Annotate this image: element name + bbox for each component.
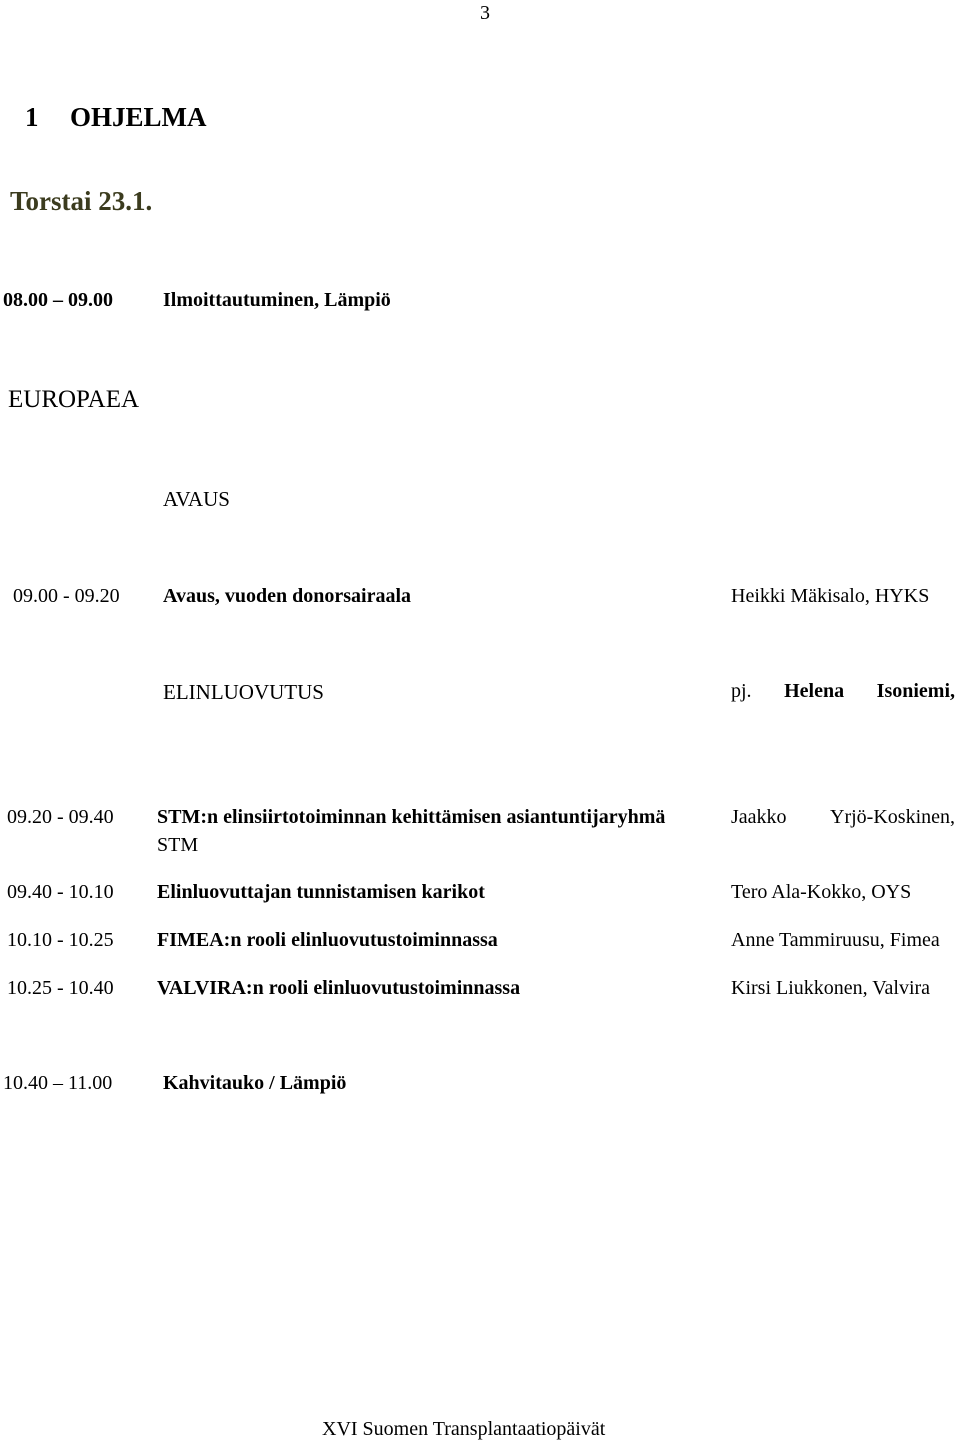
donation-session-label: ELINLUOVUTUS <box>163 680 324 704</box>
coffee-break-time: 10.40 – 11.00 <box>3 1072 113 1094</box>
registration-title: Ilmoittautuminen, Lämpiö <box>163 289 391 311</box>
program-item-time: 10.10 - 10.25 <box>7 929 114 951</box>
program-item-title-continuation: STM <box>157 834 199 856</box>
chapter-number: 1 <box>25 102 39 132</box>
chapter-heading <box>25 102 207 133</box>
opening-speaker: Heikki Mäkisalo, HYKS <box>731 585 930 607</box>
program-item-title: VALVIRA:n rooli elinluovutustoiminnassa <box>157 977 521 999</box>
program-item-time: 09.20 - 09.40 <box>7 806 114 828</box>
opening-title: Avaus, vuoden donorsairaala <box>163 585 412 607</box>
program-item-title: FIMEA:n rooli elinluovutustoiminnassa <box>157 929 498 951</box>
program-item-time: 09.40 - 10.10 <box>7 881 114 903</box>
hall-heading: EUROPAEA <box>8 386 140 413</box>
program-item-speaker: Anne Tammiruusu, Fimea <box>731 929 940 951</box>
page-footer: XVI Suomen Transplantaatiopäivät <box>322 1418 606 1440</box>
page-number: 3 <box>480 2 490 24</box>
chair-first-name: Helena <box>784 680 845 702</box>
program-item-speaker: Kirsi Liukkonen, Valvira <box>731 977 931 999</box>
program-item-speaker: Tero Ala-Kokko, OYS <box>731 881 912 903</box>
speaker-last-name: Yrjö-Koskinen, <box>830 806 955 828</box>
opening-session-label: AVAUS <box>163 487 230 511</box>
chair-prefix: pj. <box>731 680 752 702</box>
chair-last-name: Isoniemi, <box>876 680 955 702</box>
coffee-break-title: Kahvitauko / Lämpiö <box>163 1072 347 1094</box>
session-chair <box>731 680 955 703</box>
speaker-first-name: Jaakko <box>731 806 787 828</box>
program-item-speaker <box>731 806 955 829</box>
program-item-title: STM:n elinsiirtotoiminnan kehittämisen asiantuntijaryhmä <box>157 806 666 828</box>
registration-time: 08.00 – 09.00 <box>3 289 113 311</box>
program-item-title: Elinluovuttajan tunnistamisen karikot <box>157 881 485 903</box>
day-heading: Torstai 23.1. <box>10 186 153 216</box>
chapter-title: OHJELMA <box>70 102 207 132</box>
opening-time: 09.00 - 09.20 <box>13 585 120 607</box>
program-item-time: 10.25 - 10.40 <box>7 977 114 999</box>
